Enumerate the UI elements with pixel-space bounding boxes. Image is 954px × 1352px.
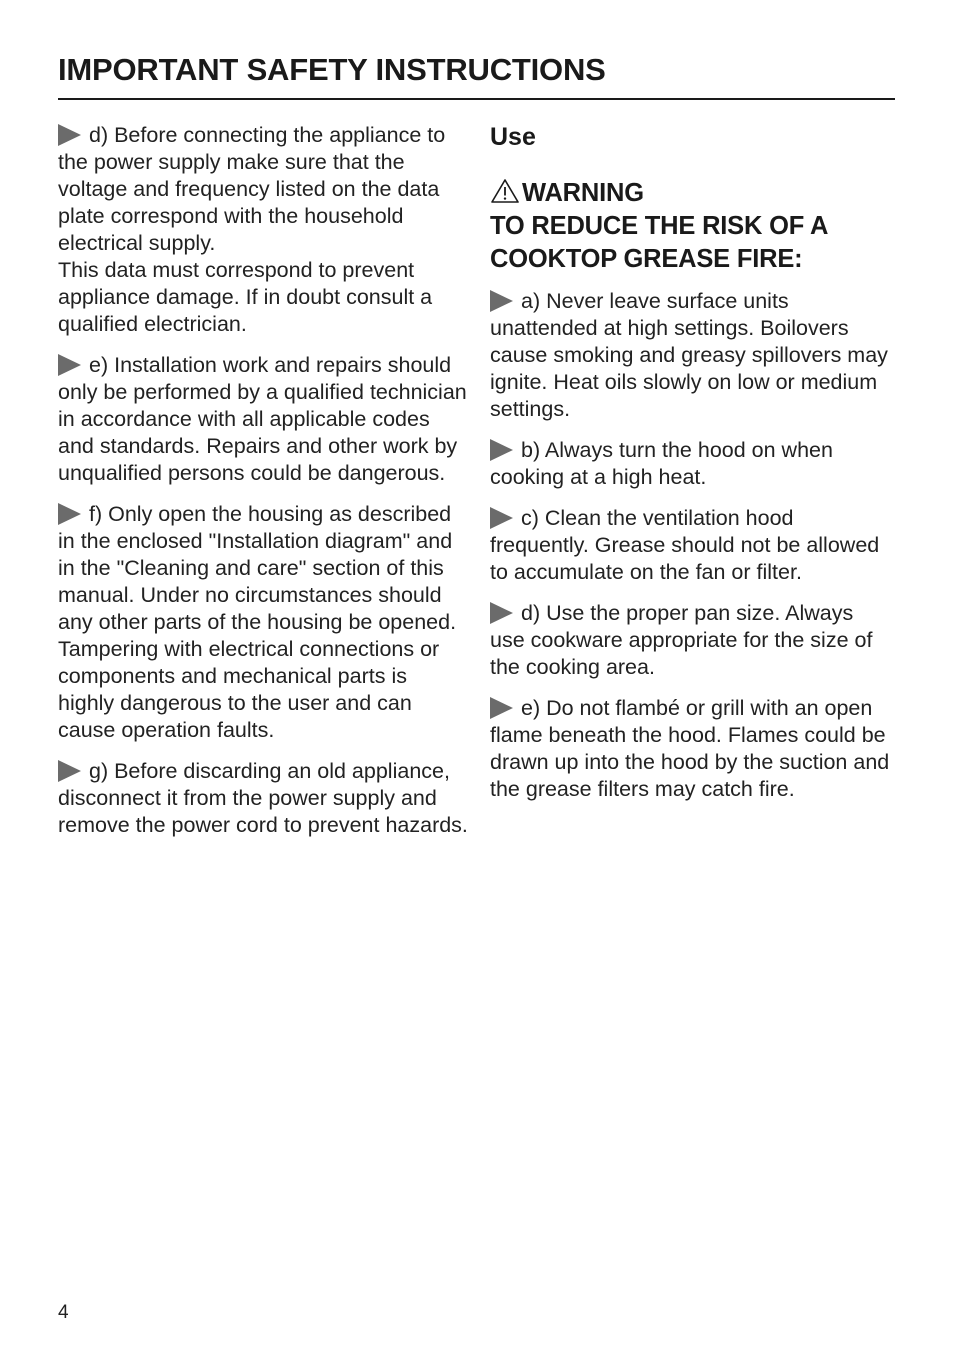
list-item (490, 437, 890, 491)
item-text (490, 288, 890, 423)
warning-label: WARNING (522, 179, 644, 207)
item-text-line: c) Clean the ventilation hood frequently. Grease should not be allowed to accumulate on the fan or filter. (490, 506, 880, 584)
arrow-right-icon (58, 124, 81, 146)
arrow-right-icon (58, 503, 81, 525)
item-text (490, 600, 890, 681)
item-text (58, 122, 468, 257)
section-heading-use: Use (490, 123, 536, 151)
list-item (490, 600, 890, 681)
warning-line-1: TO REDUCE THE RISK OF A (490, 212, 829, 240)
item-text-line: d) Before connecting the appliance to the power supply make sure that the voltage and frequency listed on the data plate correspond with the household electrical supply. (58, 123, 446, 255)
left-column (58, 122, 468, 853)
list-item (58, 352, 468, 487)
list-item (490, 288, 890, 423)
item-text-line: e) Installation work and repairs should only be performed by a qualified technician in accordance with all applicable codes and standards. Repairs and other work by unqualified persons could be dangerous. (58, 353, 467, 485)
list-item (58, 758, 468, 839)
arrow-right-icon (58, 354, 81, 376)
item-text (490, 505, 890, 586)
item-text-line: e) Do not flambé or grill with an open flame beneath the hood. Flames could be drawn up into the hood by the suction and the grease filters may catch fire. (490, 696, 890, 801)
arrow-right-icon (490, 439, 513, 461)
item-text-line: g) Before discarding an old appliance, disconnect it from the power supply and remove the power cord to prevent hazards. (58, 759, 468, 837)
arrow-right-icon (490, 290, 513, 312)
warning-label-row (490, 177, 890, 210)
item-text (58, 501, 468, 744)
item-text (490, 437, 890, 491)
item-text-line: f) Only open the housing as described in the enclosed "Installation diagram" and in the "Cleaning and care" section of this manual. Under no circumstances should any other parts of the housing be opened. Tampering with electrical connections or components and mechanical parts is highly dangerous to the user and can cause operation faults. (58, 502, 457, 742)
arrow-right-icon (490, 507, 513, 529)
list-item (490, 505, 890, 586)
page-header (58, 50, 895, 100)
warning-triangle-icon (490, 178, 520, 204)
item-text (58, 758, 468, 839)
item-text (58, 352, 468, 487)
item-text-continued: This data must correspond to prevent appliance damage. If in doubt consult a qualified electrician. (58, 258, 433, 336)
list-item (490, 695, 890, 803)
page-title: IMPORTANT SAFETY INSTRUCTIONS (58, 52, 606, 87)
page-number: 4 (58, 1302, 69, 1323)
warning-line-2: COOKTOP GREASE FIRE: (490, 245, 803, 273)
right-column (490, 122, 890, 817)
warning-heading (490, 177, 890, 276)
list-item (58, 122, 468, 338)
item-text-line: a) Never leave surface units unattended at high settings. Boilovers cause smoking and greasy spillovers may ignite. Heat oils slowly on low or medium settings. (490, 289, 888, 421)
arrow-right-icon (490, 697, 513, 719)
item-text (490, 695, 890, 803)
item-text-line: b) Always turn the hood on when cooking at a high heat. (490, 438, 833, 489)
list-item (58, 501, 468, 744)
arrow-right-icon (490, 602, 513, 624)
item-text-line: d) Use the proper pan size. Always use cookware appropriate for the size of the cooking area. (490, 601, 873, 679)
arrow-right-icon (58, 760, 81, 782)
